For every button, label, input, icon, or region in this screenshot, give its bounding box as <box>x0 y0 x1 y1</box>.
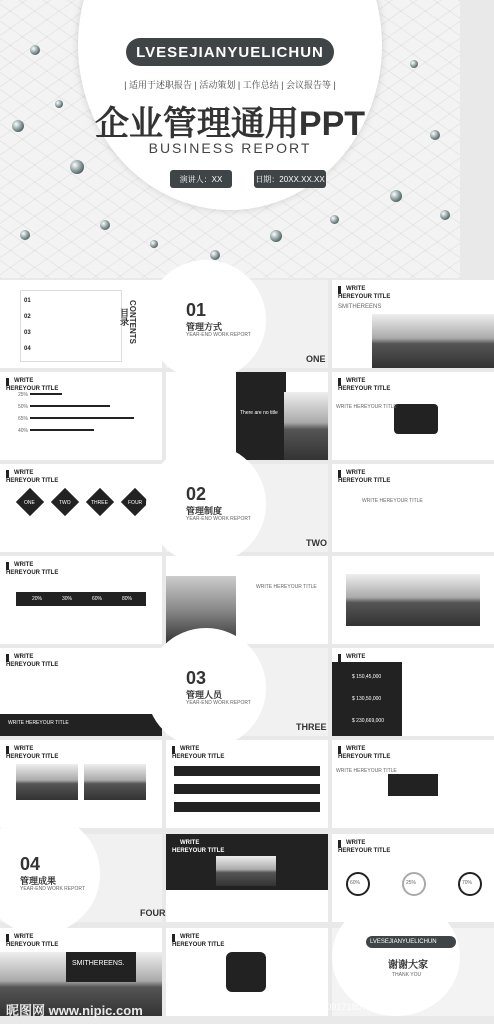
cover-tags: | 适用于述职报告 | 活动策划 | 工作总结 | 会议报告等 | <box>124 80 336 90</box>
slide-contents[interactable]: 01 02 03 04 目录 CONTENTS <box>0 280 162 368</box>
brand-badge: LVESEJIANYUELICHUN <box>126 38 334 66</box>
slide-7[interactable]: WRITE HEREYOUR TITLE ONE TWO THREE FOUR <box>0 464 162 552</box>
slide-section-02[interactable]: 02 管理制度 YEAR-END WORK REPORT TWO <box>166 464 328 552</box>
slide-11[interactable]: WRITE HEREYOUR TITLE <box>166 556 328 644</box>
slide-17[interactable]: WRITE HEREYOUR TITLE <box>166 740 328 828</box>
slide-3[interactable]: WRITE HEREYOUR TITLE SMITHEREENS <box>332 280 494 368</box>
slide-thanks[interactable]: LVESEJIANYUELICHUN 谢谢大家 THANK YOU <box>332 928 494 1016</box>
watermark <box>0 994 460 1024</box>
slide-18[interactable]: WRITE HEREYOUR TITLE WRITE HEREYOUR TITLE <box>332 740 494 828</box>
cover-slide <box>0 0 460 278</box>
watermark-right: ID:6206114 NO:20190509171807714089 <box>232 1002 397 1012</box>
cover-subtitle: BUSINESS REPORT <box>148 140 312 156</box>
slide-21[interactable]: WRITE HEREYOUR TITLE 60% 25% 70% <box>332 834 494 922</box>
slide-20[interactable]: WRITE HEREYOUR TITLE <box>166 834 328 922</box>
slide-23[interactable]: WRITE HEREYOUR TITLE <box>166 928 328 1016</box>
slide-5[interactable]: There are no title <box>166 372 328 460</box>
slide-4[interactable]: WRITE HEREYOUR TITLE 25% 50% 65% 40% <box>0 372 162 460</box>
date-pill: 日期：20XX.XX.XX <box>254 170 326 188</box>
slide-9[interactable]: WRITE HEREYOUR TITLE WRITE HEREYOUR TITLE <box>332 464 494 552</box>
slide-section-03[interactable]: 03 管理人员 YEAR-END WORK REPORT THREE <box>166 648 328 736</box>
watermark-left: 昵图网 www.nipic.com <box>6 1003 143 1018</box>
slide-section-01[interactable]: 01 管理方式 YEAR-END WORK REPORT ONE <box>166 280 328 368</box>
slide-12[interactable] <box>332 556 494 644</box>
slide-16[interactable]: WRITE HEREYOUR TITLE <box>0 740 162 828</box>
slide-section-04[interactable]: 04 管理成果 YEAR-END WORK REPORT FOUR <box>0 834 162 922</box>
slide-22[interactable]: WRITE HEREYOUR TITLE SMITHEREENS. <box>0 928 162 1016</box>
slide-6[interactable]: WRITE HEREYOUR TITLE WRITE HEREYOUR TITLE <box>332 372 494 460</box>
slide-10[interactable]: WRITE HEREYOUR TITLE 20% 30% 60% 80% <box>0 556 162 644</box>
presenter-pill: 演讲人：XX <box>170 170 232 188</box>
cover-title: 企业管理通用PPT <box>94 105 366 143</box>
slide-15[interactable]: WRITE $ 150,45,000 $ 130,50,000 $ 230,669,000 <box>332 648 494 736</box>
slide-13[interactable]: WRITE HEREYOUR TITLE WRITE HEREYOUR TITLE <box>0 648 162 736</box>
